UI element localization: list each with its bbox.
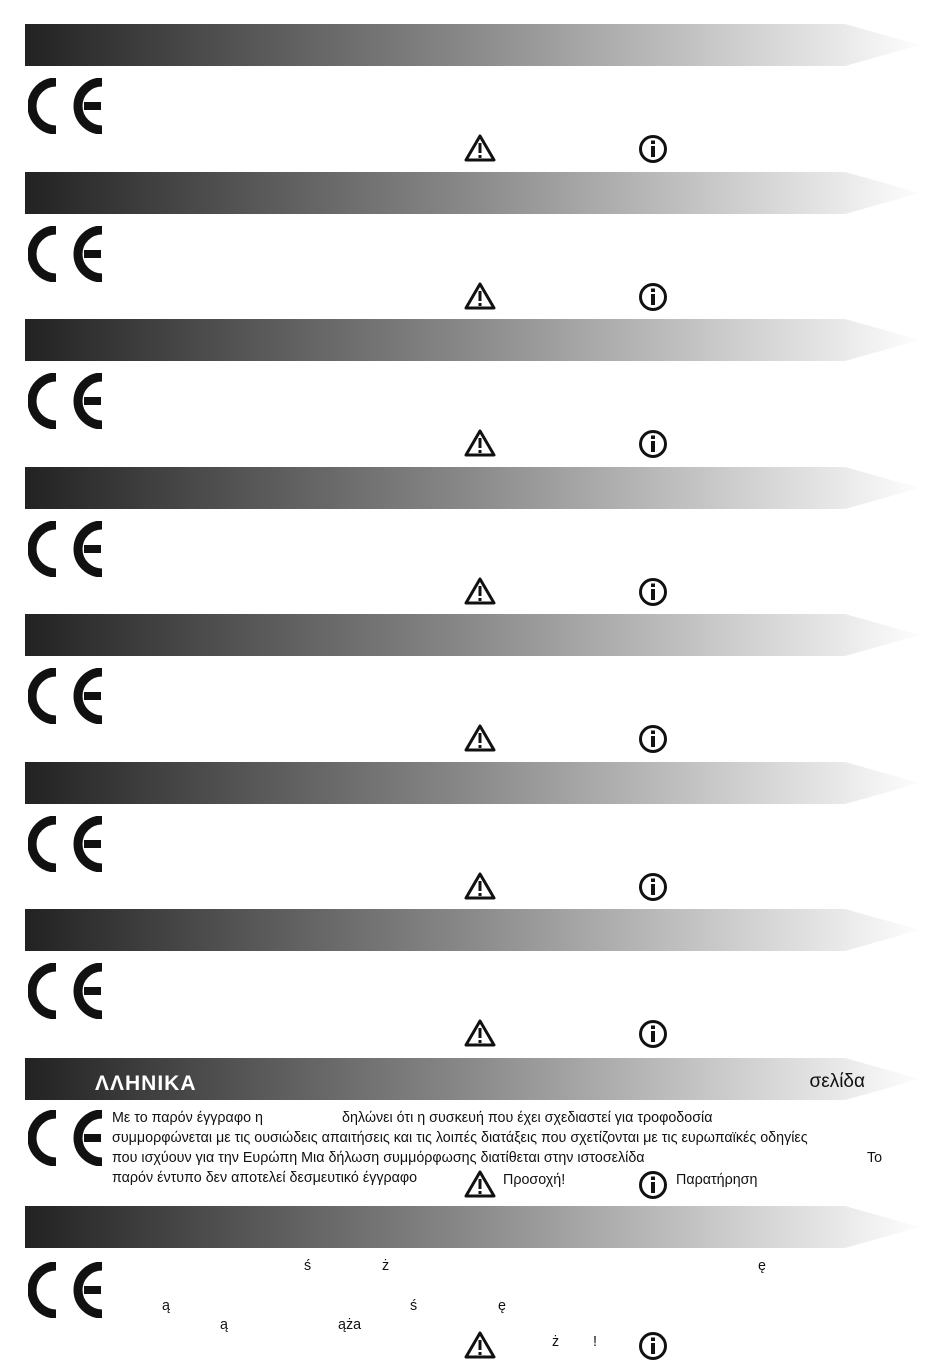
warning-label: Προσοχή! — [503, 1172, 566, 1188]
warning-exclamation: ! — [593, 1334, 597, 1350]
ce-mark-icon — [28, 1110, 106, 1166]
ce-mark-icon — [28, 78, 106, 134]
language-section — [0, 319, 950, 459]
ce-mark-icon — [28, 226, 106, 282]
ce-mark-icon — [28, 521, 106, 577]
greek-section — [0, 1058, 950, 1198]
text-line-3b: Το — [867, 1150, 883, 1166]
text-line-2: συμμορφώνεται με τις ουσιώδεις απαιτήσεις και τις λοιπές διατάξεις που σχετίζονται με τις ευρωπαϊκές οδηγίες — [112, 1130, 808, 1146]
info-circle-icon — [638, 1170, 668, 1200]
text-line-4: παρόν έντυπο δεν αποτελεί δεσμευτικό έγγραφο — [112, 1170, 418, 1186]
language-section — [0, 909, 950, 1049]
info-circle-icon — [638, 282, 668, 312]
language-section — [0, 467, 950, 607]
text-fragment: ą — [162, 1298, 170, 1314]
ce-mark-icon — [28, 668, 106, 724]
text-line-3a: που ισχύουν για την Ευρώπη Μια δήλωση συμμόρφωσης διατίθεται στην ιστοσελίδα — [112, 1150, 645, 1166]
info-circle-icon — [638, 1019, 668, 1049]
section-header-band — [25, 762, 920, 804]
warning-triangle-icon — [464, 1331, 496, 1359]
info-circle-icon — [638, 724, 668, 754]
warning-triangle-icon — [464, 282, 496, 310]
text-fragment: ż — [382, 1258, 390, 1274]
warning-triangle-icon — [464, 577, 496, 605]
info-circle-icon — [638, 577, 668, 607]
text-line-1a: Με το παρόν έγγραφο η — [112, 1110, 263, 1126]
warning-triangle-icon — [464, 724, 496, 752]
info-circle-icon — [638, 429, 668, 459]
language-section — [0, 172, 950, 312]
warning-triangle-icon — [464, 1170, 496, 1198]
polish-section — [0, 1206, 950, 1368]
warning-triangle-icon — [464, 429, 496, 457]
text-fragment: ąża — [338, 1317, 362, 1333]
section-header-band — [25, 614, 920, 656]
ce-mark-icon — [28, 373, 106, 429]
warning-triangle-icon — [464, 872, 496, 900]
warning-triangle-icon — [464, 1019, 496, 1047]
text-fragment: ę — [758, 1258, 766, 1274]
language-section — [0, 762, 950, 902]
section-header-band — [25, 1058, 920, 1100]
section-header-band — [25, 467, 920, 509]
text-fragment: ś — [304, 1258, 312, 1274]
warning-fragment: ż — [552, 1334, 560, 1350]
info-circle-icon — [638, 1331, 668, 1361]
language-section — [0, 614, 950, 754]
info-label: Παρατήρηση — [676, 1172, 758, 1188]
info-circle-icon — [638, 134, 668, 164]
warning-triangle-icon — [464, 134, 496, 162]
section-header-band — [25, 172, 920, 214]
section-header-band — [25, 1206, 920, 1248]
ce-mark-icon — [28, 816, 106, 872]
section-header-band — [25, 319, 920, 361]
ce-mark-icon — [28, 963, 106, 1019]
page-label: σελίδα — [809, 1071, 865, 1092]
ce-mark-icon — [28, 1262, 106, 1318]
language-section — [0, 24, 950, 164]
language-title: ΛΛΗΝΙΚΑ — [95, 1072, 197, 1095]
text-line-1b: δηλώνει ότι η συσκευή που έχει σχεδιαστεί για τροφοδοσία — [342, 1110, 713, 1126]
section-header-band — [25, 24, 920, 66]
text-fragment: ś — [410, 1298, 418, 1314]
text-fragment: ą — [220, 1317, 228, 1333]
section-header-band — [25, 909, 920, 951]
text-fragment: ę — [498, 1298, 506, 1314]
info-circle-icon — [638, 872, 668, 902]
